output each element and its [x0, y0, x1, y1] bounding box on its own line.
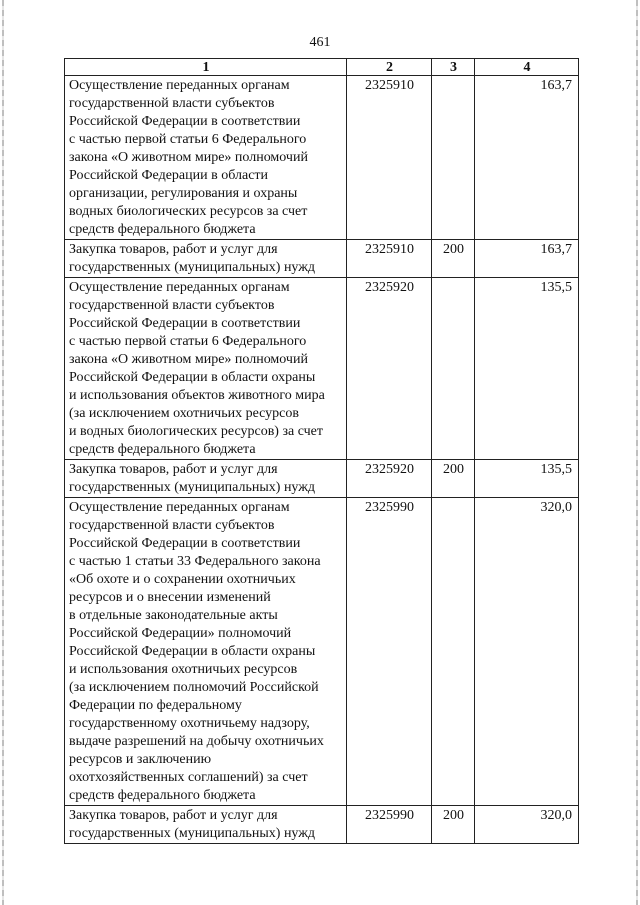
row-type: 200 — [432, 240, 475, 278]
row-code: 2325920 — [347, 278, 432, 460]
table-body — [65, 76, 579, 844]
header-col-1: 1 — [65, 59, 347, 76]
header-col-2: 2 — [347, 59, 432, 76]
row-type: 200 — [432, 460, 475, 498]
row-description: Закупка товаров, работ и услуг для государственных (муниципальных) нужд — [65, 806, 347, 844]
row-description: Осуществление переданных органам государственной власти субъектов Российской Федерации в соответствии с частью 1 статьи 33 Федерального закона «Об охоте и о сохранении охотничьих ресурсов и о внесении изменений в отдельные законодательные акты Российской Федерации» полномочий Российской Федерации в области охраны и использования охотничьих ресурсов (за исключением полномочий Российской Федерации по федеральному государственному охотничьему надзору, выдаче разрешений на добычу охотничьих ресурсов и заключению охотхозяйственных соглашений) за счет средств федерального бюджета — [65, 498, 347, 806]
row-amount: 163,7 — [475, 76, 579, 240]
row-code: 2325910 — [347, 76, 432, 240]
header-col-4: 4 — [475, 59, 579, 76]
table-row — [65, 240, 579, 278]
budget-table — [64, 58, 579, 844]
row-amount: 163,7 — [475, 240, 579, 278]
row-amount: 135,5 — [475, 460, 579, 498]
table-row — [65, 806, 579, 844]
page-number: 461 — [309, 35, 331, 50]
scan-edge-right — [636, 0, 638, 905]
row-code: 2325910 — [347, 240, 432, 278]
scan-edge-left — [2, 0, 4, 905]
table-row — [65, 498, 579, 806]
row-description: Закупка товаров, работ и услуг для государственных (муниципальных) нужд — [65, 240, 347, 278]
row-type — [432, 278, 475, 460]
row-code: 2325990 — [347, 498, 432, 806]
row-type: 200 — [432, 806, 475, 844]
table-row — [65, 460, 579, 498]
header-row — [65, 59, 579, 76]
table-row — [65, 76, 579, 240]
row-amount: 320,0 — [475, 806, 579, 844]
row-description: Осуществление переданных органам государственной власти субъектов Российской Федерации в соответствии с частью первой статьи 6 Федерального закона «О животном мире» полномочий Российской Федерации в области охраны и использования объектов животного мира (за исключением охотничьих ресурсов и водных биологических ресурсов) за счет средств федерального бюджета — [65, 278, 347, 460]
header-col-3: 3 — [432, 59, 475, 76]
row-type — [432, 76, 475, 240]
row-code: 2325990 — [347, 806, 432, 844]
row-type — [432, 498, 475, 806]
row-description: Закупка товаров, работ и услуг для государственных (муниципальных) нужд — [65, 460, 347, 498]
row-description: Осуществление переданных органам государственной власти субъектов Российской Федерации в соответствии с частью первой статьи 6 Федерального закона «О животном мире» полномочий Российской Федерации в области организации, регулирования и охраны водных биологических ресурсов за счет средств федерального бюджета — [65, 76, 347, 240]
row-amount: 320,0 — [475, 498, 579, 806]
row-amount: 135,5 — [475, 278, 579, 460]
table-header — [65, 59, 579, 76]
row-code: 2325920 — [347, 460, 432, 498]
table-row — [65, 278, 579, 460]
